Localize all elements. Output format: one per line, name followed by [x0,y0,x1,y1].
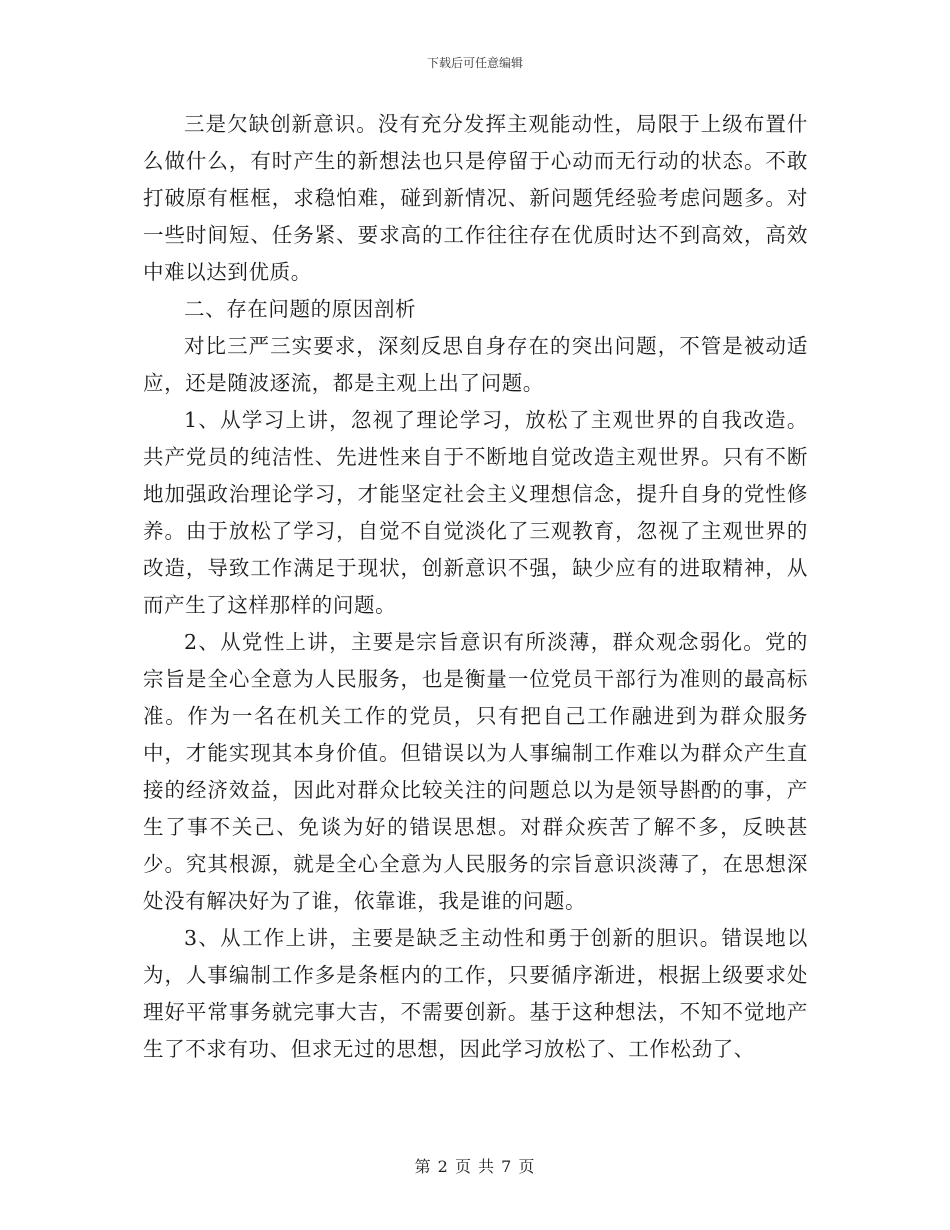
paragraph-innovation-awareness: 三是欠缺创新意识。没有充分发挥主观能动性，局限于上级布置什么做什么，有时产生的新想法也只是停留于心动而无行动的状态。不敢打破原有框框，求稳怕难，碰到新情况、新问题凭经验考虑问题多。对一些时间短、任务紧、要求高的工作往往存在优质时达不到高效，高效中难以达到优质。 [143,112,808,284]
paragraph-work: 3、从工作上讲，主要是缺乏主动性和勇于创新的胆识。错误地以为，人事编制工作多是条框内的工作，只要循序渐进，根据上级要求处理好平常事务就完事大吉，不需要创新。基于这种想法，不知不觉地产生了不求有功、但求无过的思想，因此学习放松了、工作松劲了、 [143,926,808,1061]
paragraph-reflection: 对比三严三实要求，深刻反思自身存在的突出问题，不管是被动适应，还是随波逐流，都是主观上出了问题。 [143,334,808,395]
document-body [143,106,808,1068]
page-header: 下载后可任意编辑 [426,56,523,70]
paragraph-study: 1、从学习上讲，忽视了理论学习，放松了主观世界的自我改造。共产党员的纯洁性、先进性来自于不断地自觉改造主观世界。只有不断地加强政治理论学习，才能坚定社会主义理想信念，提升自身的党性修养。由于放松了学习，自觉不自觉淡化了三观教育，忽视了主观世界的改造，导致工作满足于现状，创新意识不强，缺少应有的进取精神，从而产生了这样那样的问题。 [143,408,808,617]
section-heading-cause-analysis: 二、存在问题的原因剖析 [184,297,417,321]
paragraph-party-spirit: 2、从党性上讲，主要是宗旨意识有所淡薄，群众观念弱化。党的宗旨是全心全意为人民服务，也是衡量一位党员干部行为准则的最高标准。作为一名在机关工作的党员，只有把自己工作融进到为群众服务中，才能实现其本身价值。但错误以为人事编制工作难以为群众产生直接的经济效益，因此对群众比较关注的问题总以为是领导斟酌的事，产生了事不关己、免谈为好的错误思想。对群众疾苦了解不多，反映甚少。究其根源，就是全心全意为人民服务的宗旨意识淡薄了，在思想深处没有解决好为了谁，依靠谁，我是谁的问题。 [143,630,808,913]
page-footer: 第 2 页 共 7 页 [414,1157,536,1176]
